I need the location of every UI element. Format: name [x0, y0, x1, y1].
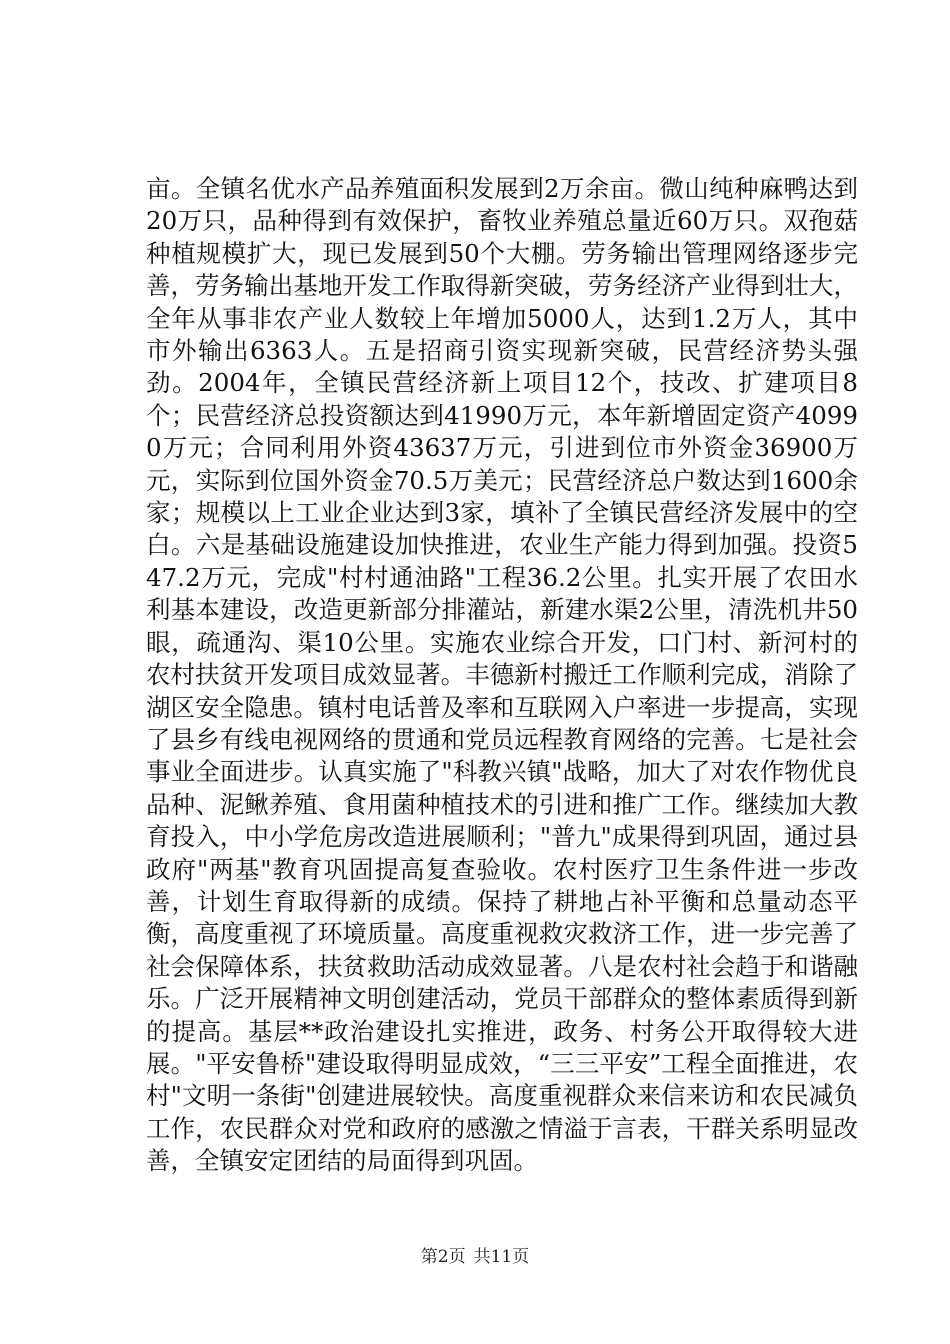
body-paragraph: 亩。全镇名优水产品养殖面积发展到2万余亩。微山纯种麻鸭达到20万只，品种得到有效保护，畜牧业养殖总量近60万只。双孢菇种植规模扩大，现已发展到50个大棚。劳务输出管理网络逐步完善，劳务输出基地开发工作取得新突破，劳务经济产业得到壮大，全年从事非农产业人数较上年增加5000人，达到1.2万人，其中市外输出6363人。五是招商引资实现新突破，民营经济势头强劲。2004年，全镇民营经济新上项目12个，技改、扩建项目8个；民营经济总投资额达到41990万元，本年新增固定资产40990万元；合同利用外资43637万元，引进到位市外资金36900万元，实际到位国外资金70.5万美元；民营经济总户数达到1600余家；规模以上工业企业达到3家，填补了全镇民营经济发展中的空白。六是基础设施建设加快推进，农业生产能力得到加强。投资547.2万元，完成"村村通油路"工程36.2公里。扎实开展了农田水利基本建设，改造更新部分排灌站，新建水渠2公里，清洗机井50眼，疏通沟、渠10公里。实施农业综合开发，口门村、新河村的农村扶贫开发项目成效显著。丰德新村搬迁工作顺利完成，消除了湖区安全隐患。镇村电话普及率和互联网入户率进一步提高，实现了县乡有线电视网络的贯通和党员远程教育网络的完善。七是社会事业全面进步。认真实施了"科教兴镇"战略，加大了对农作物优良品种、泥鳅养殖、食用菌种植技术的引进和推广工作。继续加大教育投入，中小学危房改造进展顺利；"普九"成果得到巩固，通过县政府"两基"教育巩固提高复查验收。农村医疗卫生条件进一步改善，计划生育取得新的成绩。保持了耕地占补平衡和总量动态平衡，高度重视了环境质量。高度重视救灾救济工作，进一步完善了社会保障体系，扶贫救助活动成效显著。八是农村社会趋于和谐融乐。广泛开展精神文明创建活动，党员干部群众的整体素质得到新的提高。基层**政治建设扎实推进，政务、村务公开取得较大进展。"平安鲁桥"建设取得明显成效，“三三平安”工程全面推进，农村"文明一条街"创建进展较快。高度重视群众来信来访和农民减负工作，农民群众对党和政府的感激之情溢于言表，干群关系明显改善，全镇安定团结的局面得到巩固。	[146, 174, 858, 1176]
page-total: 共11页	[473, 1247, 530, 1267]
page-footer	[0, 1242, 950, 1267]
page-number: 第2页	[420, 1247, 466, 1267]
